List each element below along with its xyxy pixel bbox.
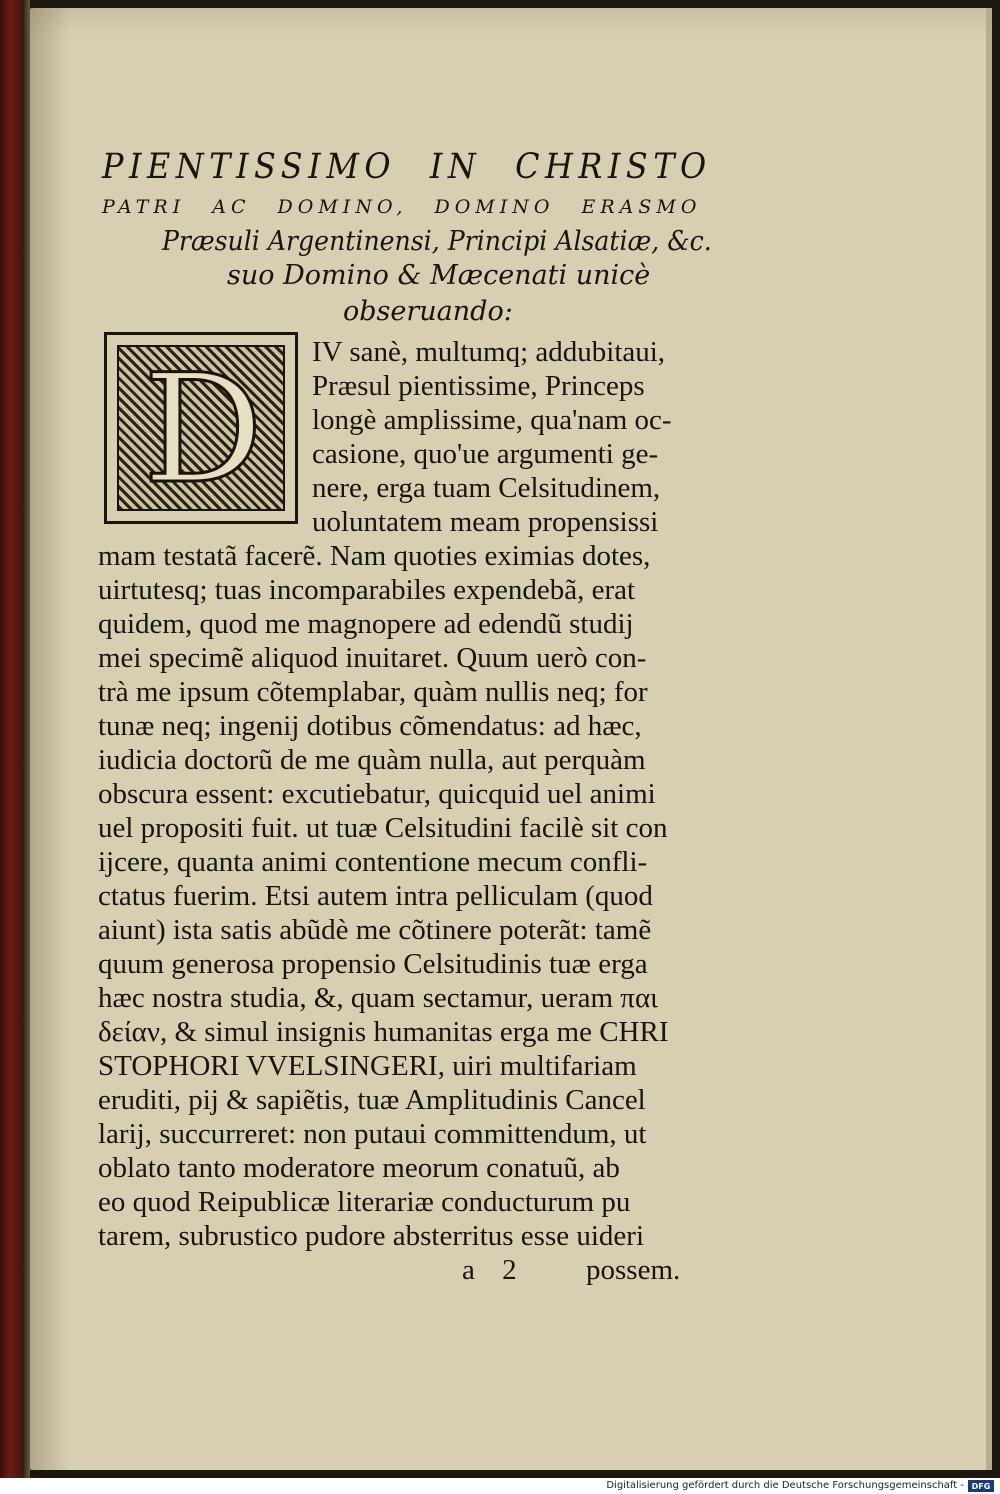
text-line: mam testatã facerẽ. Nam quoties eximias dotes,	[98, 540, 651, 572]
catchword: possem.	[586, 1254, 681, 1286]
footer-credit: Digitalisierung gefördert durch die Deutsche Forschungsgemeinschaft -	[606, 1480, 964, 1491]
text-line: uirtutesq; tuas incomparabiles expendebã, erat	[98, 574, 636, 606]
text-line: IV sanè, multumq; addubitaui,	[312, 336, 666, 368]
text-line: uel propositi fuit. ut tuæ Celsitudini facilè sit con	[98, 812, 668, 844]
text-line: nere, erga tuam Celsitudinem,	[312, 472, 661, 504]
heading-line-5: obseruando:	[343, 296, 513, 327]
decorated-initial	[104, 332, 298, 524]
book-binding	[0, 0, 22, 1478]
text-line: obscura essent: excutiebatur, quicquid uel animi	[98, 778, 656, 810]
text-line: tunæ neq; ingenij dotibus cõmendatus: ad hæc,	[98, 710, 642, 742]
text-line: δείαν, & simul insignis humanitas erga me CHRI	[98, 1016, 669, 1048]
binding-edge	[22, 0, 30, 1478]
footer-bar	[0, 1478, 1000, 1494]
text-line: ctatus fuerim. Etsi autem intra pelliculam (quod	[98, 880, 653, 912]
page-edge	[986, 8, 992, 1470]
heading-line-3: Præsuli Argentinensi, Principi Alsatiæ, &c.	[162, 226, 712, 257]
text-line: hæc nostra studia, &, quam sectamur, ueram παι	[98, 982, 658, 1014]
initial-ornament	[117, 343, 285, 517]
text-line: eo quod Reipublicæ literariæ conducturum pu	[98, 1186, 631, 1218]
text-line: casione, quo'ue argumenti ge-	[312, 438, 659, 470]
heading-line-1: PIENTISSIMO IN CHRISTO	[102, 147, 712, 187]
text-line: longè amplissime, qua'nam oc-	[312, 404, 672, 436]
text-line: aiunt) ista satis abũdè me cõtinere poterãt: tamẽ	[98, 914, 652, 946]
text-line: eruditi, pij & sapiẽtis, tuæ Amplitudinis Cancel	[98, 1084, 646, 1116]
text-line: tarem, subrustico pudore absterritus esse uideri	[98, 1220, 645, 1252]
text-line: ijcere, quanta animi contentione mecum confli-	[98, 846, 648, 878]
text-line: larij, succurreret: non putaui committendum, ut	[98, 1118, 647, 1150]
text-line: quidem, quod me magnopere ad edendũ studij	[98, 608, 634, 640]
heading-line-2: PATRI AC DOMINO, DOMINO ERASMO	[102, 196, 702, 218]
text-line: oblato tanto moderatore meorum conatuũ, ab	[98, 1152, 620, 1184]
text-line: uoluntatem meam propensissi	[312, 506, 659, 538]
text-line: iudicia doctorũ de me quàm nulla, aut perquàm	[98, 744, 646, 776]
text-line: STOPHORI VVELSINGERI, uiri multifariam	[98, 1050, 637, 1082]
text-line: quum generosa propensio Celsitudinis tuæ erga	[98, 948, 648, 980]
text-line: trà me ipsum cõtemplabar, quàm nullis neq; for	[98, 676, 648, 708]
text-line: mei specimẽ aliquod inuitaret. Quum uerò con-	[98, 642, 647, 674]
initial-letter: D	[142, 343, 264, 517]
signature-mark: a 2	[462, 1254, 527, 1286]
heading-line-4: suo Domino & Mæcenati unicè	[227, 260, 651, 291]
dfg-logo: DFG	[968, 1480, 994, 1492]
text-line: Præsul pientissime, Princeps	[312, 370, 645, 402]
